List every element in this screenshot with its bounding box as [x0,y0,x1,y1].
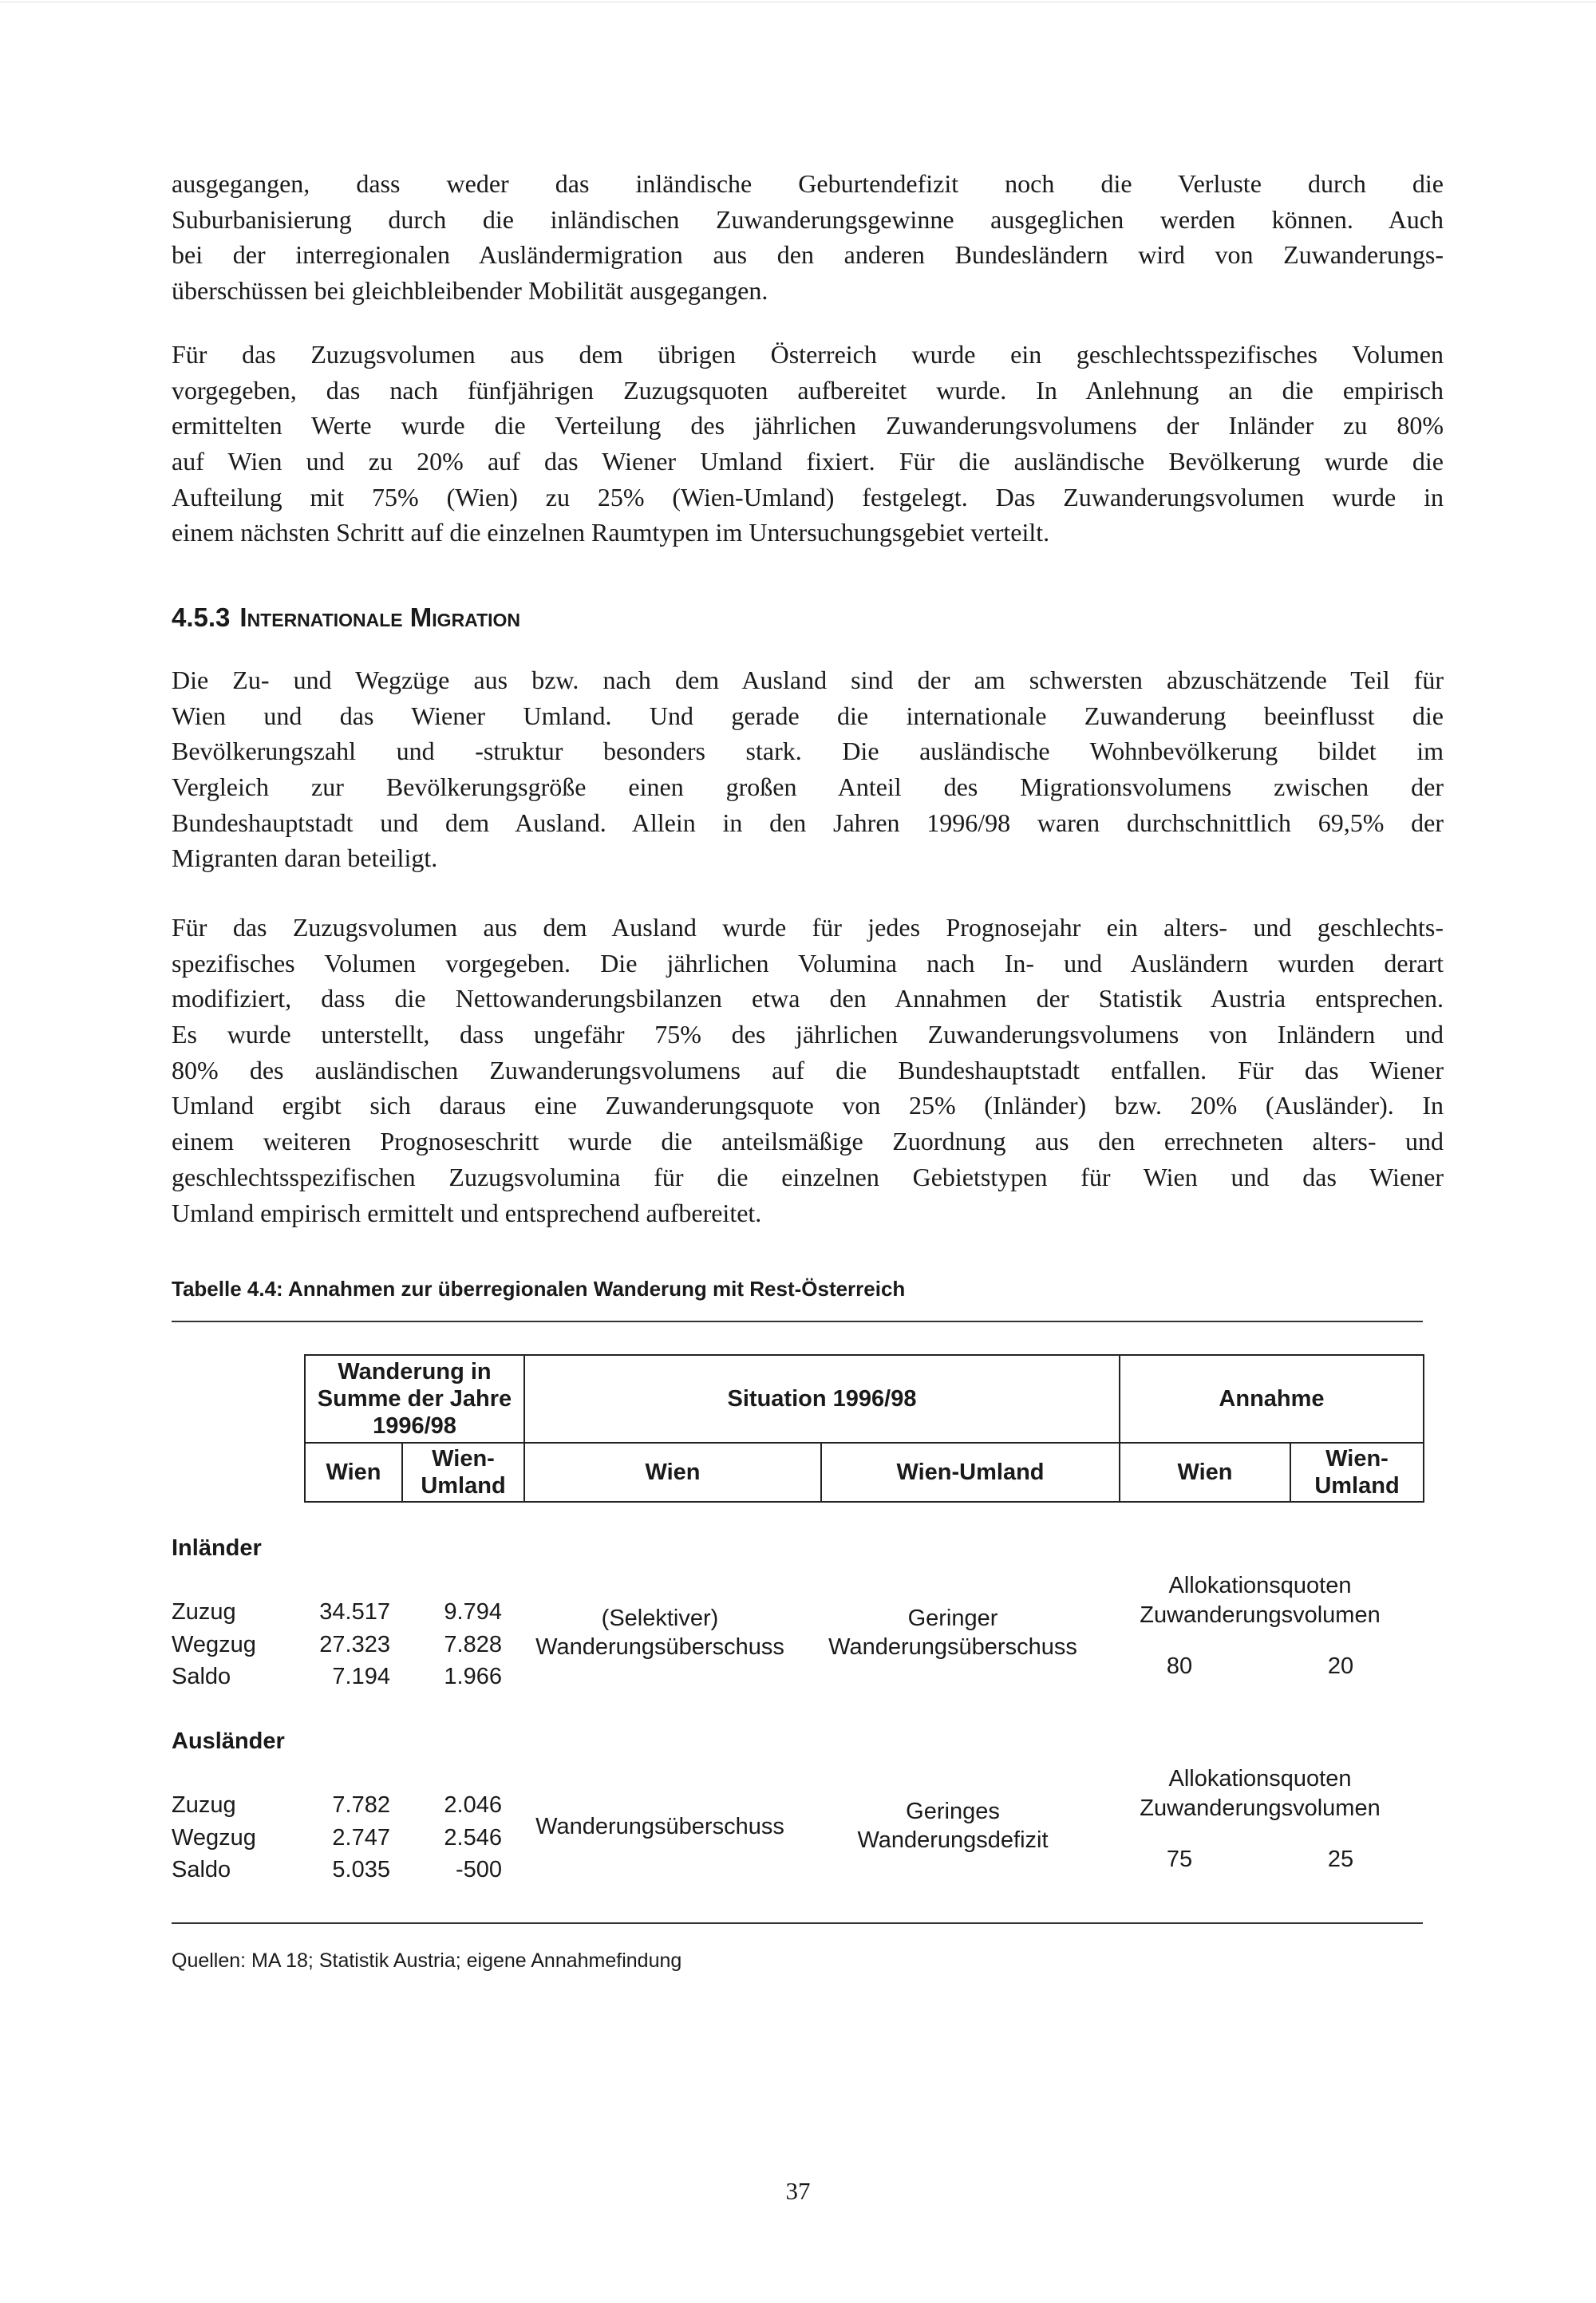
paragraph-3 [172,662,1444,876]
quota-label: Zuwanderungsvolumen [1140,1795,1381,1821]
value-wien: 5.035 [332,1857,390,1882]
table-source: Quellen: MA 18; Statistik Austria; eigene Annahmefindung [172,1949,682,1972]
situation-umland-text: Geringer [907,1606,998,1631]
header-situation: Situation 1996/98 [524,1355,1120,1443]
table-caption: Tabelle 4.4: Annahmen zur überregionalen Wanderung mit Rest-Österreich [172,1277,906,1301]
text-line: 80% des ausländischen Zuwanderungsvolumens auf die Bundeshauptstadt entfallen. Für das Wiener [172,1055,1444,1084]
paragraph-1 [172,166,1444,309]
situation-umland-text: Wanderungsüberschuss [828,1634,1077,1660]
page-number: 37 [785,2177,811,2205]
text-line: Umland empirisch ermittelt und entsprechend aufbereitet. [172,1198,762,1227]
situation-wien-text: Wanderungsüberschuss [535,1814,784,1839]
value-wien: 34.517 [319,1599,390,1625]
text-line: Wien und das Wiener Umland. Und gerade die internationale Zuwanderung beeinflusst die [172,701,1444,730]
header-situation-wien: Wien [524,1443,821,1502]
header-sum: Wanderung in Summe der Jahre 1996/98 [305,1355,524,1443]
value-wien: 2.747 [332,1824,390,1851]
text-line: Für das Zuzugsvolumen aus dem Ausland wurde für jedes Prognosejahr ein alters- und geschlechts- [172,913,1444,942]
text-line: einem weiteren Prognoseschritt wurde die anteilsmäßige Zuordnung aus den errechneten alters- und [172,1127,1444,1156]
section-heading [172,602,520,633]
header-sum-umland: Wien- Umland [402,1443,524,1502]
value-wien: 27.323 [319,1631,390,1657]
group-label: Inländer [172,1535,262,1561]
text-line: modifiziert, dass die Nettowanderungsbilanzen etwa den Annahmen der Statistik Austria entsprechen. [172,984,1444,1013]
table-top-rule [172,1321,1423,1322]
text-line: vorgegeben, das nach fünfjährigen Zuzugsquoten aufbereitet wurde. In Anlehnung an die empirisch [172,375,1444,405]
row-label: Wegzug [172,1824,256,1851]
text-line: Umland ergibt sich daraus eine Zuwanderungsquote von 25% (Inländer) bzw. 20% (Ausländer). In [172,1091,1444,1120]
header-sum-wien: Wien [305,1443,402,1502]
text-line: Migranten daran beteiligt. [172,843,438,873]
quota-label: Allokationsquoten [1168,1573,1352,1598]
text-line: Die Zu- und Wegzüge aus bzw. nach dem Ausland sind der am schwersten abzuschätzende Teil für [172,666,1444,694]
text-line: Für das Zuzugsvolumen aus dem übrigen Österreich wurde ein geschlechtsspezifisches Volumen [172,340,1444,369]
table-bottom-rule [172,1922,1423,1924]
text-line: überschüssen bei gleichbleibender Mobilität ausgegangen. [172,276,768,306]
value-wien: 7.782 [332,1792,390,1818]
value-umland: 2.546 [444,1824,502,1851]
row-label: Saldo [172,1857,231,1882]
text-line: Vergleich zur Bevölkerungsgröße einen großen Anteil des Migrationsvolumens zwischen der [172,772,1444,802]
quota-wien: 80 [1166,1653,1193,1679]
situation-wien-text: (Selektiver) [601,1606,719,1631]
value-umland: -500 [455,1857,502,1882]
value-umland: 9.794 [444,1599,502,1625]
text-line: ausgegangen, dass weder das inländische Geburtendefizit noch die Verluste durch die [172,169,1444,198]
text-line: Aufteilung mit 75% (Wien) zu 25% (Wien-Umland) festgelegt. Das Zuwanderungsvolumen wurde in [172,482,1444,512]
situation-umland-text: Wanderungsdefizit [857,1827,1049,1853]
text-line: Bundeshauptstadt und dem Ausland. Allein in den Jahren 1996/98 waren durchschnittlich 69,5% der [172,808,1444,837]
quota-umland: 25 [1327,1847,1354,1872]
section-title: Internationale Migration [239,602,521,632]
header-assumption: Annahme [1120,1355,1424,1443]
quota-wien: 75 [1166,1847,1193,1872]
header-situation-umland: Wien-Umland [821,1443,1120,1502]
situation-wien-text: Wanderungsüberschuss [535,1634,784,1660]
row-label: Zuzug [172,1792,236,1818]
text-line: bei der interregionalen Ausländermigration aus den anderen Bundesländern wird von Zuwanderungs- [172,240,1444,270]
situation-umland-text: Geringes [906,1799,1000,1824]
text-line: auf Wien und zu 20% auf das Wiener Umland fixiert. Für die ausländische Bevölkerung wurde die [172,447,1444,476]
value-umland: 1.966 [444,1664,502,1689]
text-line: spezifisches Volumen vorgegeben. Die jährlichen Volumina nach In- und Ausländern wurden derart [172,948,1444,978]
text-line: Es wurde unterstellt, dass ungefähr 75% des jährlichen Zuwanderungsvolumens von Inländern und [172,1020,1444,1049]
text-line: ermittelten Werte wurde die Verteilung des jährlichen Zuwanderungsvolumens der Inländer zu 80% [172,411,1444,440]
quota-label: Zuwanderungsvolumen [1140,1602,1381,1628]
quota-umland: 20 [1327,1653,1354,1679]
text-line: Suburbanisierung durch die inländischen Zuwanderungsgewinne ausgeglichen werden können. Auch [172,204,1444,234]
paragraph-2 [172,337,1444,551]
value-umland: 2.046 [444,1792,502,1818]
row-label: Wegzug [172,1631,256,1657]
value-wien: 7.194 [332,1664,390,1689]
header-assumption-wien: Wien [1120,1443,1290,1502]
paragraph-4 [172,910,1444,1231]
table-header [304,1354,1424,1503]
text-line: einem nächsten Schritt auf die einzelnen Raumtypen im Untersuchungsgebiet verteilt. [172,518,1050,547]
text-line: geschlechtsspezifischen Zuzugsvolumina für die einzelnen Gebietstypen für Wien und das Wiener [172,1162,1444,1191]
text-line: Bevölkerungszahl und -struktur besonders stark. Die ausländische Wohnbevölkerung bildet im [172,737,1444,766]
group-label: Ausländer [172,1728,285,1754]
row-label: Saldo [172,1664,231,1689]
value-umland: 7.828 [444,1631,502,1657]
section-number: 4.5.3 [172,602,231,632]
row-label: Zuzug [172,1599,236,1625]
header-assumption-umland: Wien- Umland [1290,1443,1424,1502]
quota-label: Allokationsquoten [1168,1766,1352,1791]
